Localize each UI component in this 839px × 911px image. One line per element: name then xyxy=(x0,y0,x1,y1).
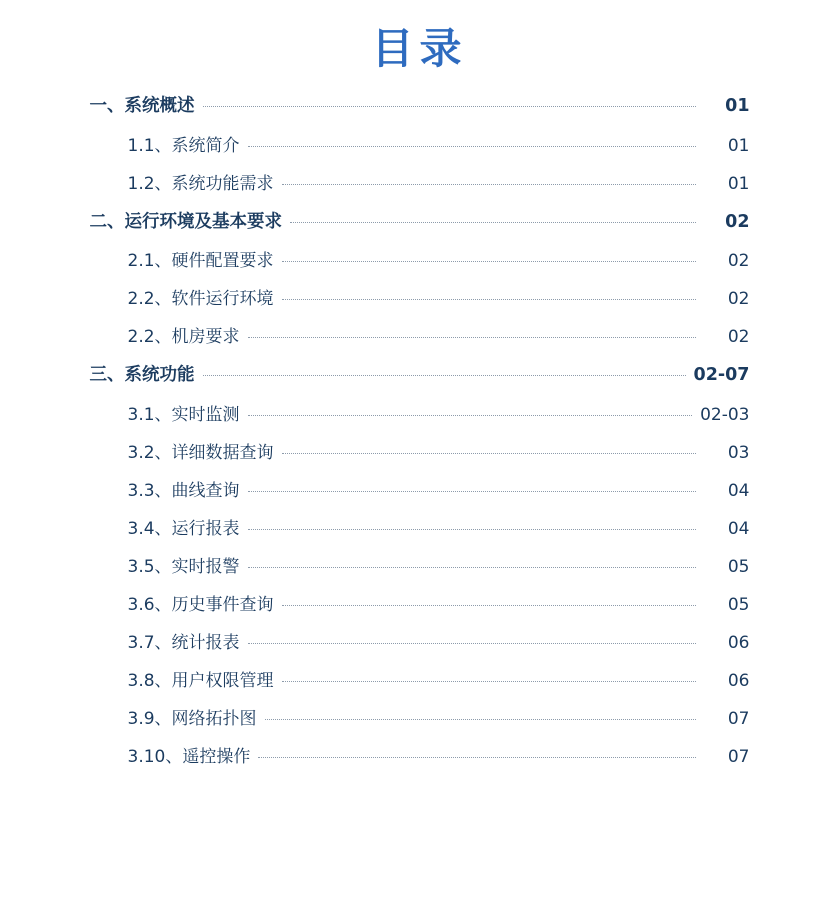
toc-entry-label: 2.2、软件运行环境 xyxy=(127,289,274,309)
toc-entry-label: 3.5、实时报警 xyxy=(127,556,240,577)
toc-entry-label: 3.8、用户权限管理 xyxy=(127,670,274,691)
toc-entry-label: 3.9、网络拓扑图 xyxy=(127,708,257,729)
toc-leader-dots xyxy=(282,298,696,300)
toc-entry-label: 二、运行环境及基本要求 xyxy=(89,211,282,232)
toc-leader-dots xyxy=(258,756,695,758)
toc-entry[interactable] xyxy=(89,211,750,232)
toc-leader-dots xyxy=(248,145,696,147)
toc-leader-dots xyxy=(282,452,696,454)
toc-entry-label: 2.2、机房要求 xyxy=(127,327,240,347)
toc-entry-label: 3.7、统计报表 xyxy=(127,632,240,653)
toc-leader-dots xyxy=(248,642,696,644)
toc-entry-label: 3.6、历史事件查询 xyxy=(127,594,274,615)
toc-entry[interactable] xyxy=(90,98,750,116)
toc-entry-page: 05 xyxy=(727,594,750,615)
toc-entry[interactable] xyxy=(127,556,750,577)
toc-entry-label: 3.10、遥控操作 xyxy=(127,746,251,767)
toc-entry[interactable] xyxy=(128,291,750,308)
toc-entry[interactable] xyxy=(127,746,750,767)
toc-entry-label: 2.1、硬件配置要求 xyxy=(127,251,274,271)
toc-entry[interactable] xyxy=(127,670,750,691)
toc-entry-label: 3.1、实时监测 xyxy=(127,404,240,425)
toc-entry-page: 02 xyxy=(727,289,750,309)
toc-entry-page: 02 xyxy=(725,211,750,232)
toc-entry[interactable] xyxy=(127,173,750,194)
toc-leader-dots xyxy=(248,566,696,568)
toc-leader-dots xyxy=(203,105,696,107)
toc-leader-dots xyxy=(290,221,696,223)
toc-entry-page: 07 xyxy=(727,746,750,767)
toc-entry[interactable] xyxy=(127,480,750,501)
toc-entry-page: 05 xyxy=(727,556,750,577)
toc-leader-dots xyxy=(248,528,696,530)
page-title: 目录 xyxy=(371,24,468,73)
toc-entry-label: 三、系统功能 xyxy=(89,365,195,385)
toc-leader-dots xyxy=(282,260,696,262)
toc-leader-dots xyxy=(248,490,696,492)
toc-entry-page: 04 xyxy=(727,480,750,501)
toc-leader-dots xyxy=(248,414,693,416)
toc-entry-page: 01 xyxy=(727,173,750,194)
toc-entry[interactable] xyxy=(127,135,750,156)
toc-leader-dots xyxy=(282,183,696,185)
toc-entry-label: 一、系统概述 xyxy=(89,96,195,116)
toc-entry-page: 06 xyxy=(727,670,750,691)
toc-leader-dots xyxy=(282,680,696,682)
toc-entry-page: 01 xyxy=(727,135,750,156)
toc-leader-dots xyxy=(203,374,686,376)
table-of-contents xyxy=(90,86,750,766)
toc-entry[interactable] xyxy=(90,367,750,385)
toc-leader-dots xyxy=(248,336,696,338)
toc-entry-label: 3.2、详细数据查询 xyxy=(127,442,274,463)
toc-entry-page: 02-03 xyxy=(700,404,750,425)
toc-entry-label: 1.2、系统功能需求 xyxy=(127,173,274,194)
toc-entry[interactable] xyxy=(128,329,750,346)
toc-entry-page: 03 xyxy=(727,442,750,463)
toc-entry[interactable] xyxy=(127,442,750,463)
toc-entry-page: 01 xyxy=(725,96,750,116)
toc-entry[interactable] xyxy=(127,518,750,539)
toc-entry-label: 3.3、曲线查询 xyxy=(127,480,240,501)
toc-entry[interactable] xyxy=(127,404,750,425)
toc-entry[interactable] xyxy=(127,708,750,729)
toc-leader-dots xyxy=(265,718,696,720)
toc-entry-page: 02 xyxy=(727,327,750,347)
toc-entry[interactable] xyxy=(127,594,750,615)
toc-entry[interactable] xyxy=(127,632,750,653)
toc-entry-page: 02 xyxy=(727,251,750,271)
toc-leader-dots xyxy=(282,604,696,606)
toc-entry-label: 1.1、系统简介 xyxy=(127,135,240,156)
toc-entry-label: 3.4、运行报表 xyxy=(127,518,240,539)
toc-entry-page: 06 xyxy=(727,632,750,653)
toc-entry-page: 02-07 xyxy=(693,365,750,385)
toc-entry-page: 07 xyxy=(727,708,750,729)
toc-entry[interactable] xyxy=(128,253,750,270)
toc-entry-page: 04 xyxy=(727,518,750,539)
